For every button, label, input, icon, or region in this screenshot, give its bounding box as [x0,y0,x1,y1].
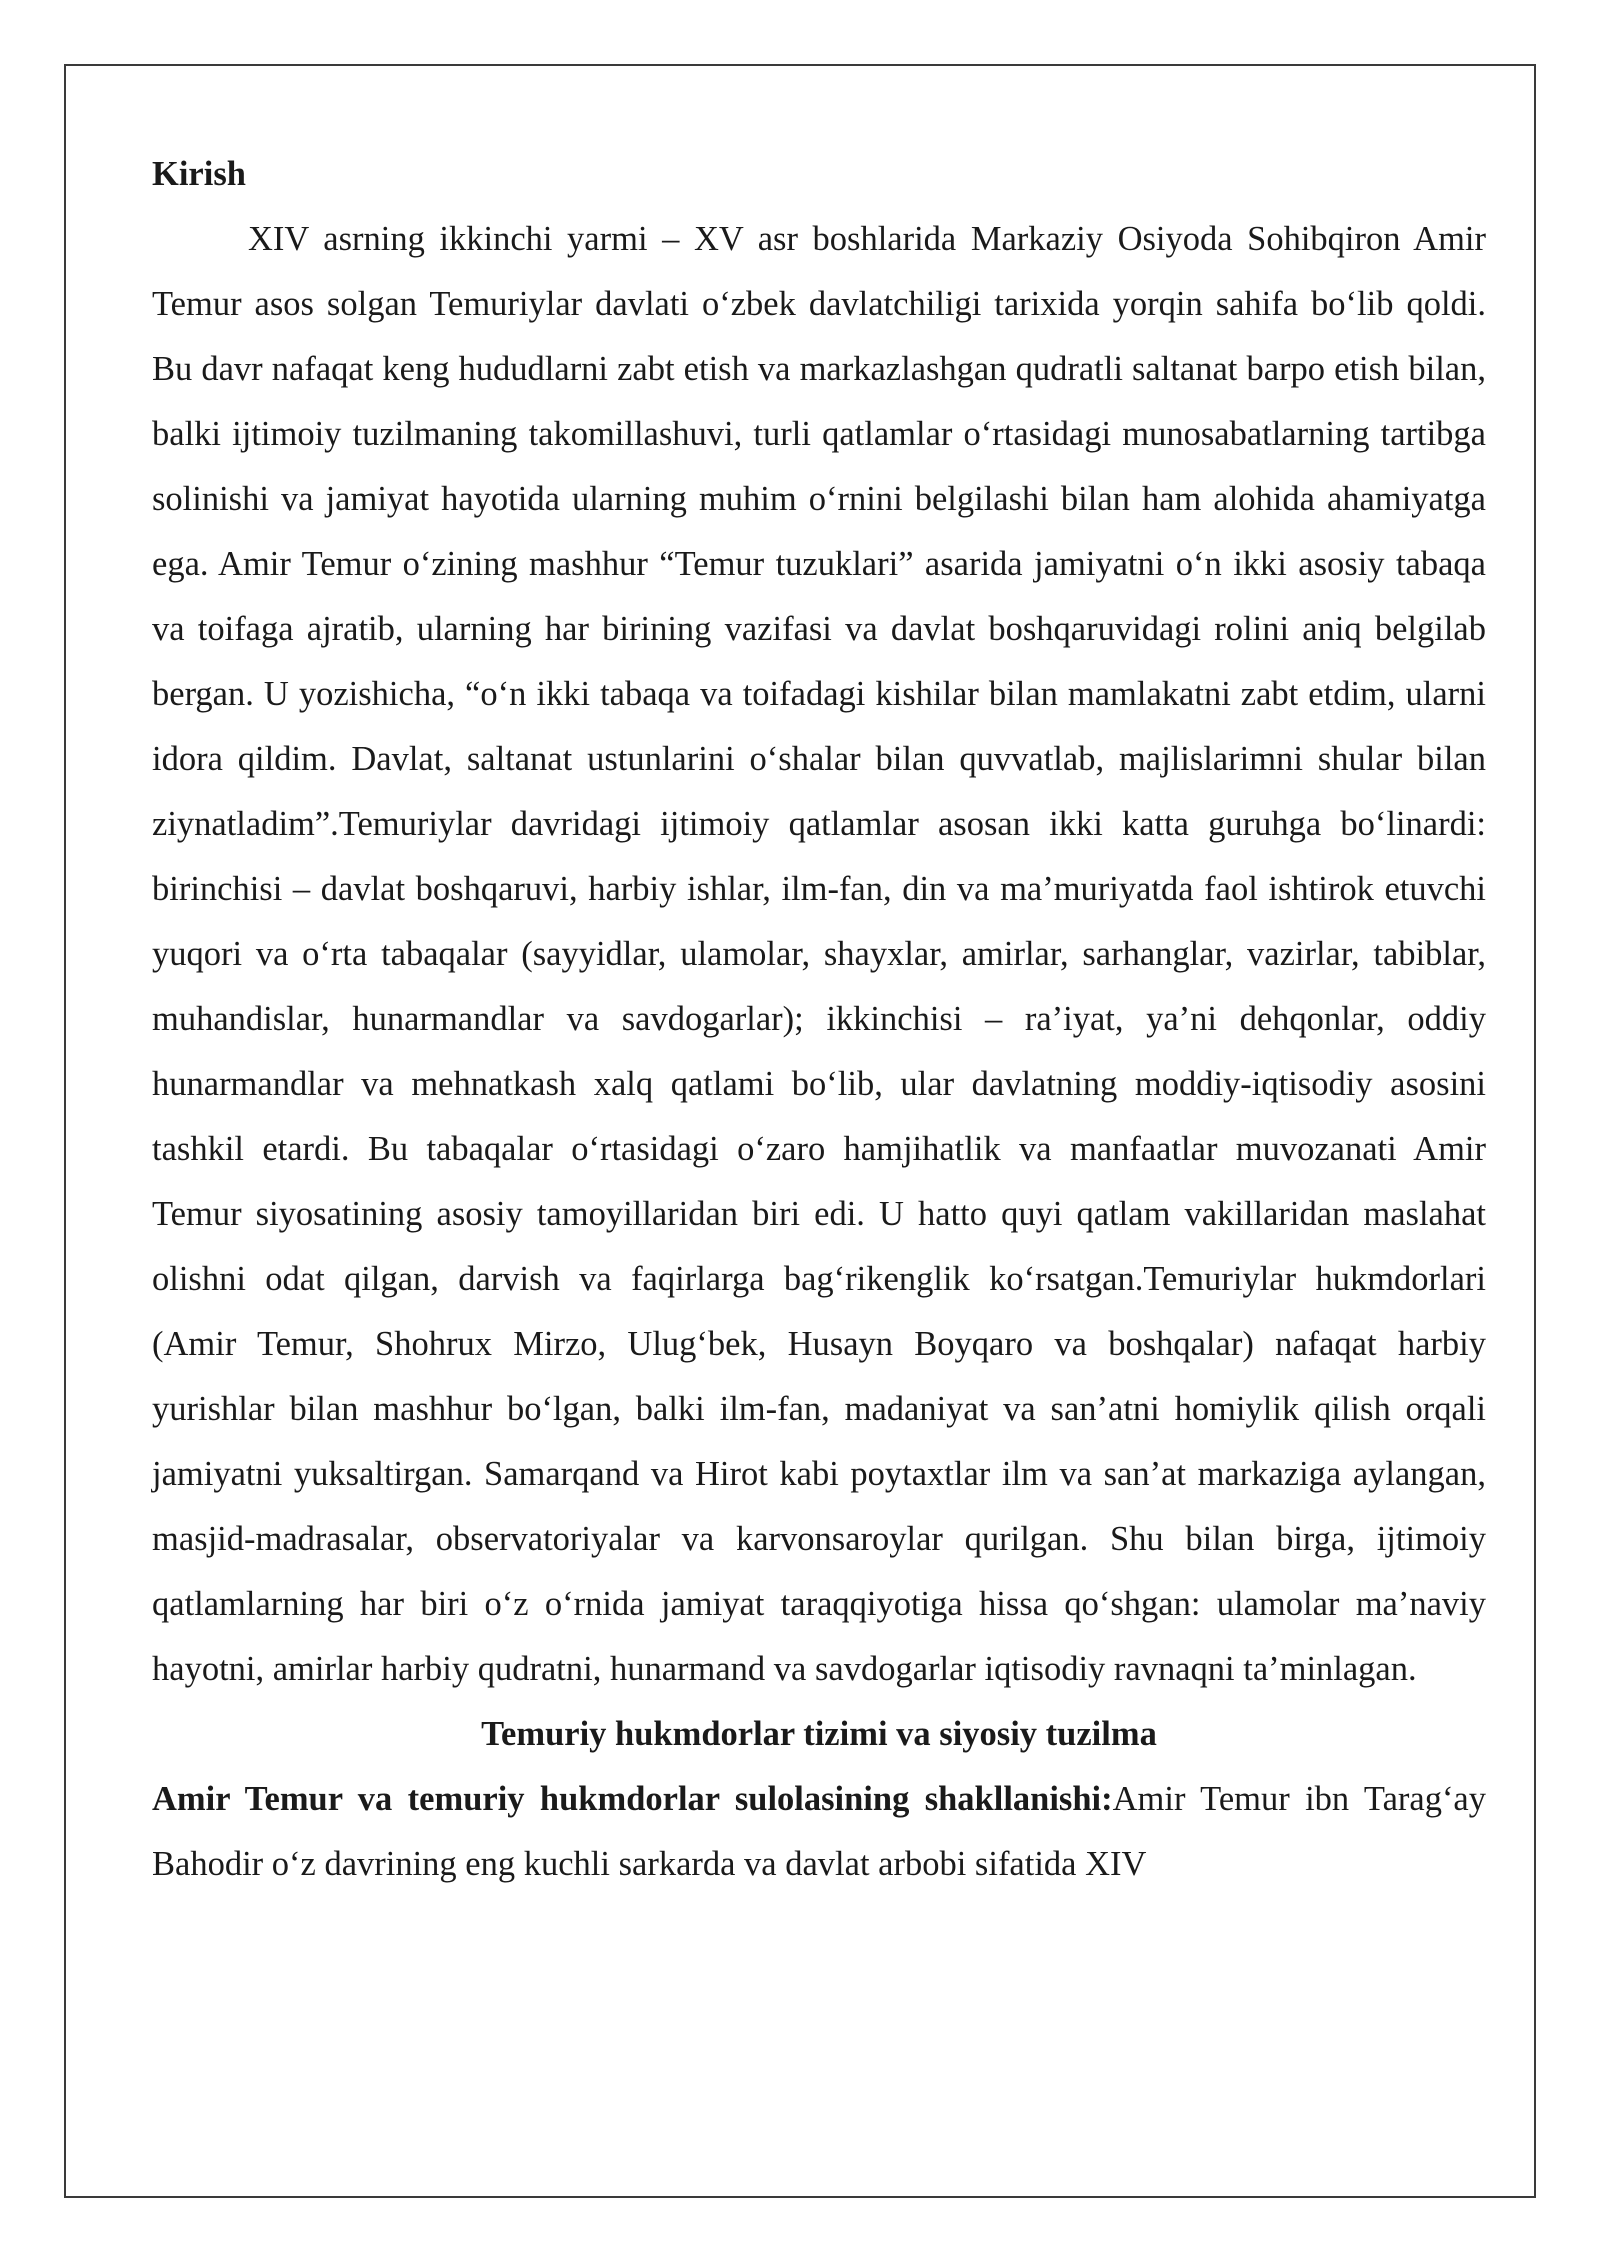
subsection-paragraph [152,1767,1486,1897]
subsection-text: Amir Temur ibn Tarag‘ay Bahodir o‘z davrining eng kuchli sarkarda va davlat arbobi sifatida XIV [152,1780,1486,1883]
intro-paragraph: XIV asrning ikkinchi yarmi – XV asr boshlarida Markaziy Osiyoda Sohibqiron Amir Temur asos solgan Temuriylar davlati o‘zbek davlatchiligi tarixida yorqin sahifa bo‘lib qoldi. Bu davr nafaqat keng hududlarni zabt etish va markazlashgan qudratli saltanat barpo etish bilan, balki ijtimoiy tuzilmaning takomillashuvi, turli qatlamlar o‘rtasidagi munosabatlarning tartibga solinishi va jamiyat hayotida ularning muhim o‘rnini belgilashi bilan ham alohida ahamiyatga ega. Amir Temur o‘zining mashhur “Temur tuzuklari” asarida jamiyatni o‘n ikki asosiy tabaqa va toifaga ajratib, ularning har birining vazifasi va davlat boshqaruvidagi rolini aniq belgilab bergan. U yozishicha, “o‘n ikki tabaqa va toifadagi kishilar bilan mamlakatni zabt etdim, ularni idora qildim. Davlat, saltanat ustunlarini o‘shalar bilan quvvatlab, majlislarimni shular bilan ziynatladim”.Temuriylar davridagi ijtimoiy qatlamlar asosan ikki katta guruhga bo‘linardi: birinchisi – davlat boshqaruvi, harbiy ishlar, ilm-fan, din va ma’muriyatda faol ishtirok etuvchi yuqori va o‘rta tabaqalar (sayyidlar, ulamolar, shayxlar, amirlar, sarhanglar, vazirlar, tabiblar, muhandislar, hunarmandlar va savdogarlar); ikkinchisi – ra’iyat, ya’ni dehqonlar, oddiy hunarmandlar va mehnatkash xalq qatlami bo‘lib, ular davlatning moddiy-iqtisodiy asosini tashkil etardi. Bu tabaqalar o‘rtasidagi o‘zaro hamjihatlik va manfaatlar muvozanati Amir Temur siyosatining asosiy tamoyillaridan biri edi. U hatto quyi qatlam vakillaridan maslahat olishni odat qilgan, darvish va faqirlarga bag‘rikenglik ko‘rsatgan.Temuriylar hukmdorlari (Amir Temur, Shohrux Mirzo, Ulug‘bek, Husayn Boyqaro va boshqalar) nafaqat harbiy yurishlar bilan mashhur bo‘lgan, balki ilm-fan, madaniyat va san’atni homiylik qilish orqali jamiyatni yuksaltirgan. Samarqand va Hirot kabi poytaxtlar ilm va san’at markaziga aylangan, masjid-madrasalar, observatoriyalar va karvonsaroylar qurilgan. Shu bilan birga, ijtimoiy qatlamlarning har biri o‘z o‘rnida jamiyat taraqqiyotiga hissa qo‘shgan: ulamolar ma’naviy hayotni, amirlar harbiy qudratni, hunarmand va savdogarlar iqtisodiy ravnaqni ta’minlagan. [152,220,1486,1688]
section-title: Temuriy hukmdorlar tizimi va siyosiy tuzilma [481,1715,1157,1753]
subsection-lead: Amir Temur va temuriy hukmdorlar sulolasining shakllanishi: [152,1780,1113,1818]
intro-heading: Kirish [152,155,246,193]
document-body [152,142,1486,1897]
